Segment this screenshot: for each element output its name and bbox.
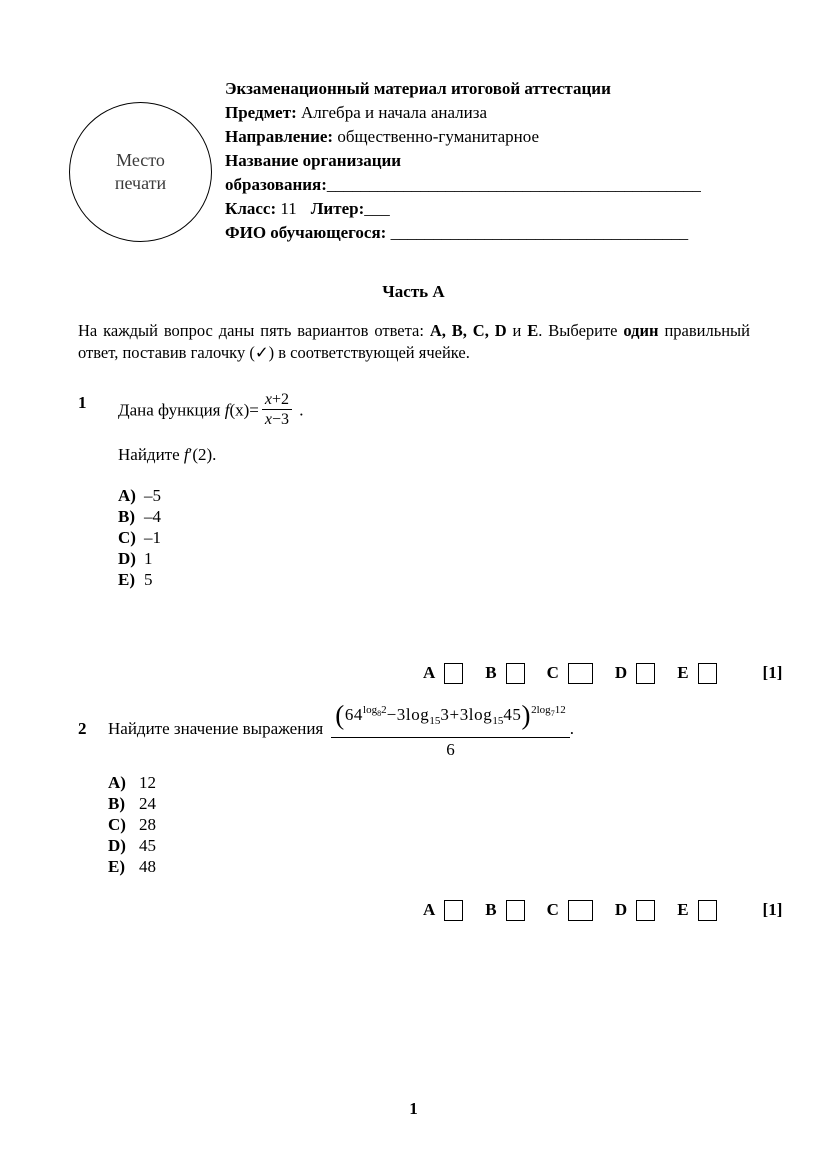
option-e-value: 48 xyxy=(139,857,156,876)
q1-line2-f: f xyxy=(183,444,189,464)
class-value: 11 xyxy=(280,199,297,218)
subject-label: Предмет: xyxy=(225,103,297,122)
option-b xyxy=(118,506,304,527)
direction-label: Направление: xyxy=(225,127,334,146)
section-title: Часть А xyxy=(382,282,445,301)
instr-part4: правильный ответ, поставив галочку ( xyxy=(78,321,750,362)
answer-checkbox-q1-a[interactable] xyxy=(444,663,463,684)
question-1-line2 xyxy=(118,443,304,467)
q1-line2-prefix: Найдите xyxy=(118,444,184,464)
org-line xyxy=(225,173,745,197)
q2-term1-arg: 3 xyxy=(440,705,450,724)
q1-tail: . xyxy=(295,400,304,420)
question-1 xyxy=(78,393,304,590)
q1-func-f: f xyxy=(224,400,230,420)
answer-cell-q2-e xyxy=(677,900,716,921)
answer-cell-q2-c xyxy=(547,900,593,921)
q2-outer-exp-arg: 12 xyxy=(554,704,566,716)
option-d-value: 45 xyxy=(139,836,156,855)
org-label-line1: Название организации xyxy=(225,151,402,170)
q1-prompt-text: Дана функция xyxy=(118,400,225,420)
option-e-value: 5 xyxy=(144,569,153,589)
option-c xyxy=(118,527,304,548)
stamp-line1: Место xyxy=(116,150,165,170)
answer-cell-q2-b xyxy=(485,900,524,921)
page-number: 1 xyxy=(409,1099,418,1118)
option-a-value: 12 xyxy=(139,773,156,792)
question-2-options xyxy=(108,772,574,877)
q2-open-paren: ( xyxy=(335,700,345,730)
answer-cell-q1-c xyxy=(547,663,593,684)
question-1-options xyxy=(118,485,304,590)
q1-num-rest: +2 xyxy=(272,391,290,408)
option-c-value: 28 xyxy=(139,815,156,834)
q2-exp1-log: log xyxy=(363,704,378,716)
answer-letter-a: A xyxy=(423,900,436,919)
header-block xyxy=(225,77,745,245)
instr-part3: . Выберите xyxy=(538,321,624,340)
q1-fraction-denominator xyxy=(262,410,292,428)
answer-checkbox-q2-d[interactable] xyxy=(636,900,655,921)
q1-den-var: x xyxy=(264,411,273,429)
fio-blank[interactable]: ___________________________________ xyxy=(390,223,689,242)
answer-cell-q2-d xyxy=(615,900,655,921)
stamp-text xyxy=(115,149,166,195)
direction-value: общественно-гуманитарное xyxy=(337,127,540,146)
answer-checkbox-q1-c[interactable] xyxy=(568,663,593,684)
answer-checkbox-q2-e[interactable] xyxy=(698,900,717,921)
q2-fraction-denominator: 6 xyxy=(446,740,455,759)
option-e-letter: E) xyxy=(108,857,125,876)
answer-letter-c: C xyxy=(546,900,559,919)
q2-prompt-text: Найдите значение выражения xyxy=(108,718,324,738)
answer-cell-q2-a xyxy=(423,900,463,921)
liter-label: Литер: xyxy=(310,199,365,218)
instr-letter-e: Е xyxy=(527,321,539,340)
answer-cell-q1-b xyxy=(485,663,524,684)
answer-letter-c: C xyxy=(546,663,559,682)
q2-outer-exp-sub: 7 xyxy=(550,709,555,718)
q2-base: 64 xyxy=(344,705,364,724)
q1-fraction xyxy=(262,391,292,429)
option-d xyxy=(118,548,304,569)
stamp-line2: печати xyxy=(114,173,167,193)
direction-line xyxy=(225,125,745,149)
question-2-prompt xyxy=(108,697,574,760)
q1-num-var: x xyxy=(264,391,273,408)
question-2-body xyxy=(108,697,574,877)
stamp-circle xyxy=(69,102,212,242)
question-2 xyxy=(78,697,574,877)
answer-letter-b: B xyxy=(485,900,497,919)
fio-label: ФИО обучающегося: xyxy=(225,223,387,242)
answer-letter-e: E xyxy=(677,900,689,919)
q2-close-paren: ) xyxy=(521,700,532,730)
q2-fraction-numerator xyxy=(331,697,569,738)
option-c-letter: C) xyxy=(108,815,126,834)
answer-letter-d: D xyxy=(614,900,628,919)
answer-row-q1 xyxy=(423,661,782,685)
subject-value: Алгебра и начала анализа xyxy=(301,103,488,122)
q2-term2-sub: 15 xyxy=(492,715,504,727)
class-label: Класс: xyxy=(225,199,277,218)
org-label-line2: образования: xyxy=(225,175,327,194)
q1-den-rest: −3 xyxy=(272,411,290,429)
question-1-body xyxy=(118,393,304,590)
points-badge-q1: [1] xyxy=(762,663,783,682)
instr-part5: ) в соответствующей ячейке. xyxy=(268,343,470,362)
q2-term2: +3log xyxy=(449,705,493,724)
q2-term1-sub: 15 xyxy=(429,715,441,727)
answer-checkbox-q2-b[interactable] xyxy=(506,900,525,921)
answer-cell-q1-a xyxy=(423,663,463,684)
option-b-value: 24 xyxy=(139,794,156,813)
instr-part2: и xyxy=(506,321,528,340)
instr-letters: А, В, С, D xyxy=(429,321,507,340)
option-b-letter: B) xyxy=(118,506,135,526)
question-1-number: 1 xyxy=(78,393,87,412)
answer-cell-q1-e xyxy=(677,663,716,684)
answer-checkbox-q1-d[interactable] xyxy=(636,663,655,684)
fio-line xyxy=(225,221,745,245)
class-line xyxy=(225,197,745,221)
answer-letter-d: D xyxy=(614,663,628,682)
option-b-value: –4 xyxy=(144,506,161,526)
option-a-letter: A) xyxy=(108,773,126,792)
option-d-value: 1 xyxy=(144,548,153,568)
q1-func-arg: (x)= xyxy=(229,400,259,420)
subject-line xyxy=(225,101,745,125)
q1-line2-rest: ′(2). xyxy=(188,444,217,464)
answer-cell-q1-d xyxy=(615,663,655,684)
answer-letter-b: B xyxy=(485,663,497,682)
option-b xyxy=(108,793,574,814)
option-c-letter: C) xyxy=(118,527,136,547)
answer-checkbox-q2-a[interactable] xyxy=(444,900,463,921)
answer-letter-e: E xyxy=(677,663,689,682)
option-c xyxy=(108,814,574,835)
q2-outer-exponent xyxy=(531,704,566,716)
option-e-letter: E) xyxy=(118,569,135,589)
option-c-value: –1 xyxy=(144,527,161,547)
q2-outer-exp-log: 2log xyxy=(531,704,551,716)
checkmark-glyph: ✓ xyxy=(254,343,269,362)
q2-term2-arg: 45 xyxy=(503,705,522,724)
option-a-value: –5 xyxy=(144,485,161,505)
q2-fraction xyxy=(331,697,569,760)
q2-term1: −3log xyxy=(386,705,430,724)
q2-exp1-arg: 2 xyxy=(381,704,387,716)
q2-tail: . xyxy=(569,718,574,738)
option-e xyxy=(108,856,574,877)
answer-checkbox-q2-c[interactable] xyxy=(568,900,593,921)
q1-fraction-numerator xyxy=(262,391,292,410)
q2-exp1-sub: 8 xyxy=(377,709,382,718)
answer-checkbox-q1-b[interactable] xyxy=(506,663,525,684)
option-a xyxy=(118,485,304,506)
org-name-blank[interactable]: ____________________________________________ xyxy=(326,175,701,194)
option-b-letter: B) xyxy=(108,794,125,813)
q2-exponent-1 xyxy=(363,704,387,716)
instructions-paragraph xyxy=(78,320,750,364)
instr-one: один xyxy=(623,321,659,340)
answer-letter-a: A xyxy=(423,663,436,682)
points-badge-q2: [1] xyxy=(762,900,783,919)
answer-checkbox-q1-e[interactable] xyxy=(698,663,717,684)
option-d-letter: D) xyxy=(108,836,126,855)
question-2-number: 2 xyxy=(78,719,87,738)
option-e xyxy=(118,569,304,590)
option-a-letter: A) xyxy=(118,485,136,505)
liter-blank[interactable]: ___ xyxy=(364,199,390,218)
answer-row-q2 xyxy=(423,898,782,922)
option-d-letter: D) xyxy=(118,548,136,568)
document-title: Экзаменационный материал итоговой аттестации xyxy=(225,79,611,98)
option-d xyxy=(108,835,574,856)
option-a xyxy=(108,772,574,793)
instr-part1: На каждый вопрос даны пять вариантов ответа: xyxy=(78,321,430,340)
question-1-prompt xyxy=(118,393,304,431)
